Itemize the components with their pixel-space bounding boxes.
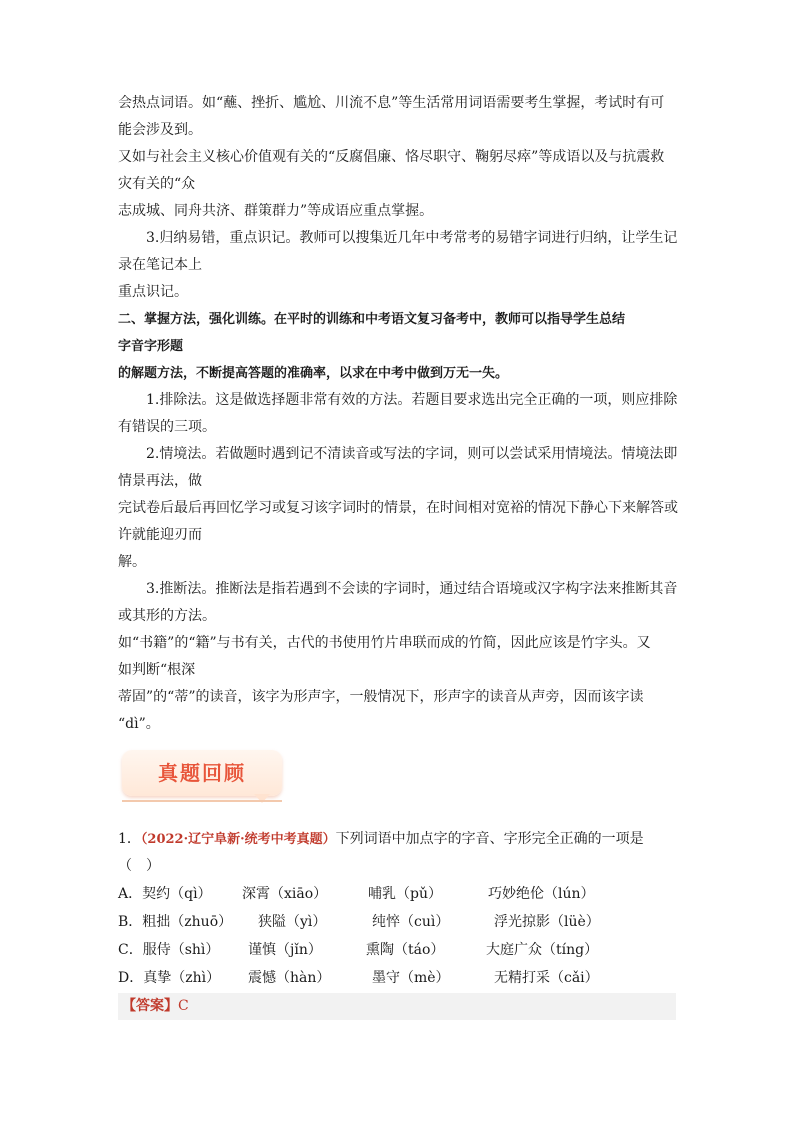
paragraph-line: 情景再法，做 <box>118 473 202 489</box>
option-label: B．粗拙（zhuō） <box>118 914 233 930</box>
banner-title: 真题回顾 <box>158 761 246 785</box>
body-text <box>118 90 678 738</box>
paragraph-line: 灾有关的“众 <box>118 176 196 192</box>
option-word: 巧妙绝伦（lún） <box>488 886 595 902</box>
option-word: 熏陶（táo） <box>366 942 445 958</box>
option-word: 狭隘（yì） <box>258 914 327 930</box>
paragraph-line: 许就能迎刃而 <box>118 527 202 543</box>
option-row-c <box>118 936 678 964</box>
paragraph-line: 重点识记。 <box>118 284 188 300</box>
paragraph-line: 3.归纳易错，重点识记。教师可以搜集近几年中考常考的易错字词进行归纳，让学生记 <box>146 230 678 246</box>
paragraph-line: 蒂固”的“蒂”的读音，该字为形声字，一般情况下，形声字的读音从声旁，因而该字读 <box>118 689 644 705</box>
option-word: 纯悴（cuì） <box>372 914 450 930</box>
option-label: D．真挚（zhì） <box>118 970 221 986</box>
paragraph-line: 志成城、同舟共济、群策群力”等成语应重点掌握。 <box>118 203 434 219</box>
paragraph-line: 录在笔记本上 <box>118 257 202 273</box>
paragraph-line: 或其形的方法。 <box>118 608 216 624</box>
paragraph-line: 如“书籍”的“籍”与书有关，古代的书使用竹片串联而成的竹简，因此应该是竹字头。又 <box>118 635 651 651</box>
paragraph-line: 1.排除法。这是做选择题非常有效的方法。若题目要求选出完全正确的一项，则应排除 <box>146 392 678 408</box>
question-number: 1． <box>118 831 141 847</box>
option-word: 哺乳（pǔ） <box>368 886 442 902</box>
paragraph-line: 3.推断法。推断法是指若遇到不会读的字词时，通过结合语境或汉字构字法来推断其音 <box>146 581 678 597</box>
section-heading-line: 字音字形题 <box>118 339 184 354</box>
paragraph-line: 如判断“根深 <box>118 662 196 678</box>
paragraph-line: 又如与社会主义核心价值观有关的“反腐倡廉、恪尽职守、鞠躬尽瘁”等成语以及与抗震救 <box>118 149 665 165</box>
banner-underline <box>122 800 282 802</box>
section-heading-line: 的解题方法，不断提高答题的准确率，以求在中考中做到万无一失。 <box>118 366 509 381</box>
option-row-d <box>118 964 678 992</box>
paragraph-line: 有错误的三项。 <box>118 419 216 435</box>
option-row-b <box>118 908 678 936</box>
paragraph-line: 2.情境法。若做题时遇到记不清读音或写法的字词，则可以尝试采用情境法。情境法即 <box>146 446 678 462</box>
option-word: 无精打采（cǎi） <box>494 970 599 986</box>
paragraph-line: 完试卷后最后再回忆学习或复习该字词时的情景，在时间相对宽裕的情况下静心下来解答或 <box>118 500 678 516</box>
answer-value: C <box>178 998 189 1014</box>
option-word: 墨守（mè） <box>372 970 450 986</box>
question-source: （2022·辽宁阜新·统考中考真题） <box>140 832 336 847</box>
option-word: 大庭广众（tíng） <box>486 942 599 958</box>
paragraph-line: 会热点词语。如“蘸、挫折、尴尬、川流不息”等生活常用词语需要考生掌握，考试时有可 <box>118 95 665 111</box>
option-word: 浮光掠影（lüè） <box>494 914 600 930</box>
option-label: C．服侍（shì） <box>118 942 220 958</box>
paragraph-line: 解。 <box>118 554 146 570</box>
option-label: A．契约（qì） <box>118 886 212 902</box>
answer-bar <box>118 993 676 1020</box>
paragraph-line: “dì”。 <box>118 716 160 732</box>
section-banner <box>122 750 282 804</box>
question-block <box>118 826 678 992</box>
answer-tag: 【答案】 <box>122 998 178 1014</box>
paragraph-line: 能会涉及到。 <box>118 122 202 138</box>
answer-blank: （ ） <box>118 858 160 874</box>
question-stem: 下列词语中加点字的字音、字形完全正确的一项是 <box>335 831 644 847</box>
option-word: 谨慎（jǐn） <box>248 942 322 958</box>
question-stem-line <box>118 826 678 853</box>
option-row-a <box>118 880 678 908</box>
section-heading-line: 二、掌握方法，强化训练。在平时的训练和中考语文复习备考中，教师可以指导学生总结 <box>118 312 626 327</box>
option-word: 震憾（hàn） <box>248 970 331 986</box>
option-word: 深霄（xiāo） <box>242 886 328 902</box>
